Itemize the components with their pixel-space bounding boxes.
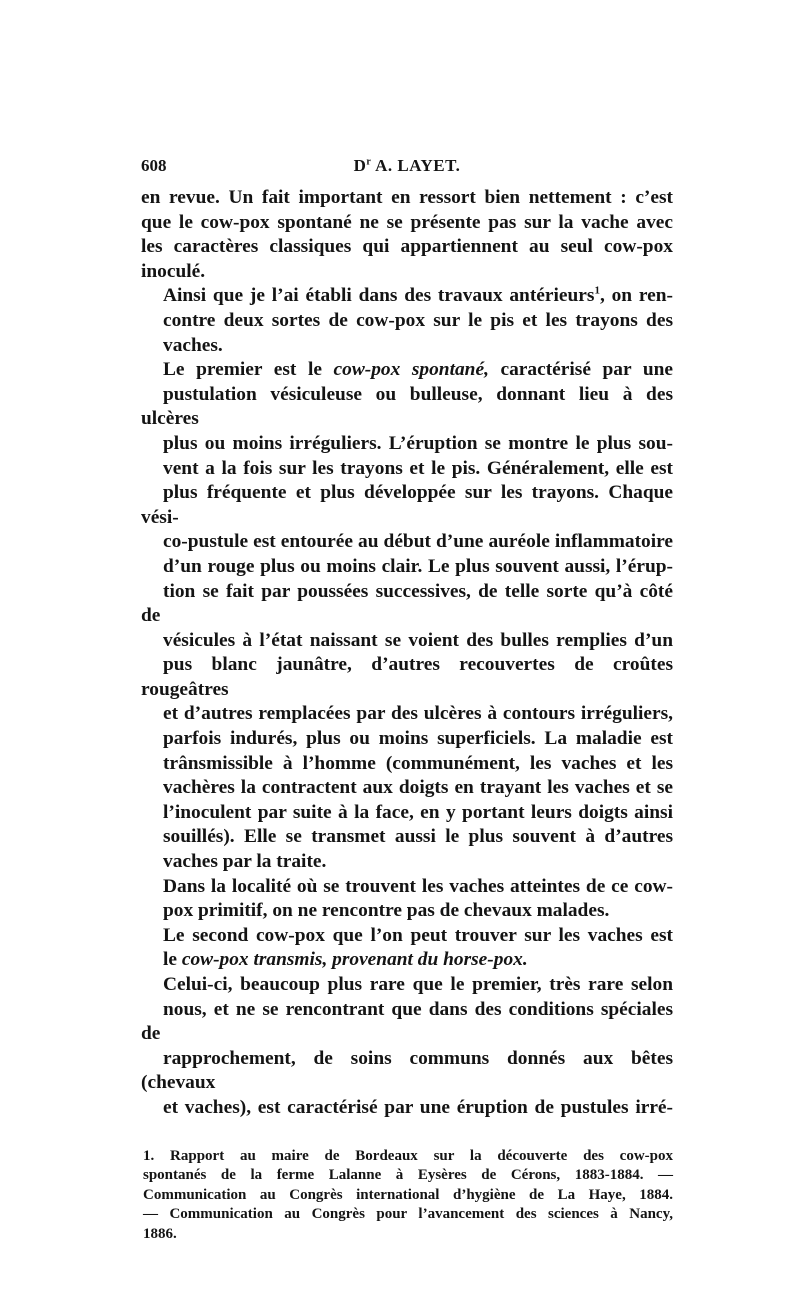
footnote-line: spontanés de la ferme Lalanne à Eysères de Cérons, 1883-1884. — (143, 1167, 673, 1184)
paragraph-5 (141, 924, 673, 973)
text-segment: , on ren- (599, 285, 673, 307)
text-line: pus blanc jaunâtre, d’autres recouvertes de croûtes rougeâtres (141, 654, 673, 700)
text-segment: Le premier est le (163, 359, 334, 381)
text-line: vent a la fois sur les trayons et le pis. Généralement, elle est (163, 457, 673, 479)
text-line: parfois indurés, plus ou moins superficiels. La maladie est (163, 728, 673, 750)
footnote (141, 1147, 673, 1245)
text-line: et d’autres remplacées par des ulcères à contours irréguliers, (163, 703, 673, 725)
text-line: inoculé. (141, 260, 206, 282)
running-title-prefix: D (353, 156, 367, 175)
footnote-line: 1. Rapport au maire de Bordeaux sur la découverte des cow-pox (143, 1147, 673, 1164)
text-segment: caractérisé par une (488, 359, 673, 381)
paragraph-4 (141, 875, 673, 924)
page-number: 608 (141, 156, 167, 175)
italic-term: cow-pox spontané, (333, 359, 489, 381)
footnote-separator-space (141, 1121, 673, 1147)
paragraph-3 (141, 358, 673, 874)
paragraph-6 (141, 973, 673, 1121)
footnote-line: 1886. (143, 1225, 177, 1242)
text-line: contre deux sortes de cow-pox sur le pis et les trayons des (163, 309, 673, 331)
italic-term: cow-pox transmis, provenant du horse-pox. (181, 949, 528, 971)
running-title-sup: r (366, 156, 372, 168)
text-line: vésicules à l’état naissant se voient des bulles remplies d’un (163, 629, 673, 651)
text-line: rapprochement, de soins communs donnés aux bêtes (chevaux (141, 1047, 673, 1094)
text-line: pox primitif, on ne rencontre pas de chevaux malades. (163, 900, 610, 922)
text-line: plus fréquente et plus développée sur les trayons. Chaque vési- (141, 482, 673, 528)
body-text (141, 186, 673, 1121)
text-line: les caractères classiques qui appartiennent au seul cow-pox (141, 236, 673, 258)
text-line: vaches. (163, 334, 223, 356)
text-line: Le second cow-pox que l’on peut trouver sur les vaches est (163, 924, 673, 946)
text-line: vaches par la traite. (163, 851, 327, 873)
text-line: et vaches), est caractérisé par une éruption de pustules irré- (163, 1096, 673, 1118)
text-line (141, 284, 673, 309)
text-segment: le (163, 949, 182, 971)
text-line: Dans la localité où se trouvent les vaches atteintes de ce cow- (163, 875, 673, 897)
running-title (141, 156, 673, 176)
text-line: souillés). Elle se transmet aussi le plus souvent à d’autres (163, 826, 673, 848)
running-title-rest: A. LAYET. (371, 156, 461, 175)
text-line: nous, et ne se rencontrant que dans des conditions spéciales de (141, 998, 673, 1045)
text-line: Celui-ci, beaucoup plus rare que le premier, très rare selon (163, 974, 673, 995)
text-line: en revue. Un fait important en ressort bien nettement : c’est (141, 187, 673, 208)
paragraph-2 (141, 284, 673, 358)
text-line: plus ou moins irréguliers. L’éruption se montre le plus sou- (163, 432, 673, 454)
text-line: trânsmissible à l’homme (communément, les vaches et les (163, 752, 673, 774)
text-line: que le cow-pox spontané ne se présente pas sur la vache avec (141, 211, 673, 233)
book-page (141, 150, 673, 1245)
text-line: tion se fait par poussées successives, de telle sorte qu’à côté de (141, 580, 673, 627)
text-line: d’un rouge plus ou moins clair. Le plus souvent aussi, l’érup- (163, 555, 673, 577)
text-line: co-pustule est entourée au début d’une auréole inflammatoire (163, 531, 673, 553)
text-line: l’inoculent par suite à la face, en y portant leurs doigts ainsi (163, 801, 673, 823)
page-header (141, 150, 673, 180)
footnote-ref[interactable]: 1 (594, 284, 600, 297)
text-line: vachères la contractent aux doigts en trayant les vaches et se (163, 777, 673, 799)
text-line (141, 358, 673, 383)
footnote-line: Communication au Congrès international d’hygiène de La Haye, 1884. (143, 1186, 673, 1203)
text-line (141, 948, 673, 973)
text-line: pustulation vésiculeuse ou bulleuse, donnant lieu à des ulcères (141, 383, 673, 430)
footnote-line: — Communication au Congrès pour l’avancement des sciences à Nancy, (143, 1206, 673, 1223)
paragraph-1 (141, 186, 673, 284)
text-segment: Ainsi que je l’ai établi dans des travaux antérieurs (163, 285, 595, 307)
